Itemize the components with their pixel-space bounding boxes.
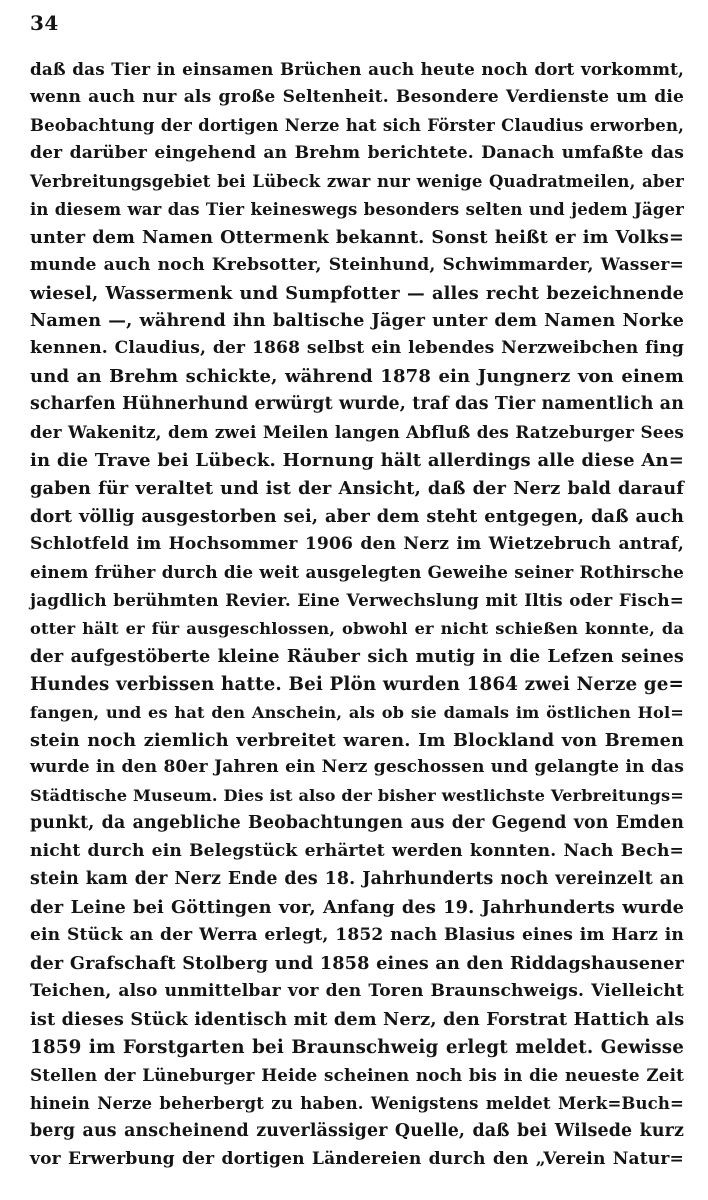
text-line: hinein Nerze beherbergt zu haben. Wenigstens meldet Merk=Buch= <box>30 1093 684 1113</box>
text-line: ein Stück an der Werra erlegt, 1852 nach Blasius eines im Harz in <box>30 925 684 946</box>
text-line: ist dieses Stück identisch mit dem Nerz, den Forstrat Hattich als <box>30 1008 685 1030</box>
text-line: munde auch noch Krebsotter, Steinhund, Schwimmarder, Wasser= <box>30 254 684 275</box>
text-line: Beobachtung der dortigen Nerze hat sich Förster Claudius erworben, <box>30 115 684 135</box>
text-line: einem früher durch die weit ausgelegten Geweihe seiner Rothirsche <box>30 561 684 582</box>
text-line: stein noch ziemlich verbreitet waren. Im Blockland von Bremen <box>30 729 684 751</box>
text-line: der aufgestöberte kleine Räuber sich mutig in die Lefzen seines <box>30 645 684 667</box>
text-line: der darüber eingehend an Brehm berichtete. Danach umfaßte das <box>30 142 684 163</box>
text-line: wenn auch nur als große Seltenheit. Besondere Verdienste um die <box>30 86 684 107</box>
text-line: Namen —, während ihn baltische Jäger unter dem Namen Norke <box>30 310 684 332</box>
text-line: in die Trave bei Lübeck. Hornung hält allerdings alle diese An= <box>30 450 684 472</box>
text-line: stein kam der Nerz Ende des 18. Jahrhunderts noch vereinzelt an <box>30 869 684 890</box>
text-line: Schlotfeld im Hochsommer 1906 den Nerz im Wietzebruch antraf, <box>30 533 684 554</box>
text-line: in diesem war das Tier keineswegs besonders selten und jedem Jäger <box>30 199 684 219</box>
text-line: Hundes verbissen hatte. Bei Plön wurden 1864 zwei Nerze ge= <box>30 673 684 695</box>
text-line: daß das Tier in einsamen Brüchen auch heute noch dort vorkommt, <box>30 59 684 79</box>
text-line: Verbreitungsgebiet bei Lübeck zwar nur wenige Quadratmeilen, aber <box>30 171 684 191</box>
text-line: wiesel, Wassermenk und Sumpfotter — alles recht bezeichnende <box>30 282 684 304</box>
text-line: und an Brehm schickte, während 1878 ein Jungnerz von einem <box>30 366 684 388</box>
text-line: otter hält er für ausgeschlossen, obwohl er nicht schießen konnte, da <box>30 618 684 638</box>
text-line: 1859 im Forstgarten bei Braunschweig erlegt meldet. Gewisse <box>30 1036 684 1058</box>
text-line: der Grafschaft Stolberg und 1858 eines an den Riddagshausener <box>30 953 684 974</box>
text-line: der Leine bei Göttingen vor, Anfang des 19. Jahrhunderts wurde <box>30 897 684 919</box>
text-line: fangen, und es hat den Anschein, als ob sie damals im östlichen Hol= <box>30 702 684 722</box>
text-line: nicht durch ein Belegstück erhärtet werden konnten. Nach Bech= <box>30 841 684 862</box>
text-line: vor Erwerbung der dortigen Ländereien durch den „Verein Natur= <box>30 1148 684 1169</box>
text-line: jagdlich berühmten Revier. Eine Verwechslung mit Iltis oder Fisch= <box>30 589 684 610</box>
text-line: Städtische Museum. Dies ist also der bisher westlichste Verbreitungs= <box>30 786 684 806</box>
text-line: dort völlig ausgestorben sei, aber dem steht entgegen, daß auch <box>30 506 684 527</box>
text-line: punkt, da angebliche Beobachtungen aus der Gegend von Emden <box>30 813 684 834</box>
text-line: kennen. Claudius, der 1868 selbst ein lebendes Nerzweibchen fing <box>30 338 684 359</box>
text-line: wurde in den 80er Jahren ein Nerz geschossen und gelangte in das <box>30 757 684 778</box>
text-line: der Wakenitz, dem zwei Meilen langen Abfluß des Ratzeburger Sees <box>30 422 684 443</box>
text-line: unter dem Namen Ottermenk bekannt. Sonst heißt er im Volks= <box>30 226 684 248</box>
text-line: Stellen der Lüneburger Heide scheinen noch bis in die neueste Zeit <box>30 1064 684 1085</box>
text-line: Teichen, also unmittelbar vor den Toren Braunschweigs. Vielleicht <box>30 980 684 1001</box>
text-line: scharfen Hühnerhund erwürgt wurde, traf das Tier namentlich an <box>30 394 684 415</box>
page-number: 34 <box>30 11 59 35</box>
text-line: gaben für veraltet und ist der Ansicht, daß der Nerz bald darauf <box>30 478 684 500</box>
text-line: berg aus anscheinend zuverlässiger Quelle, daß bei Wilsede kurz <box>30 1120 684 1141</box>
body-text <box>30 56 684 1174</box>
